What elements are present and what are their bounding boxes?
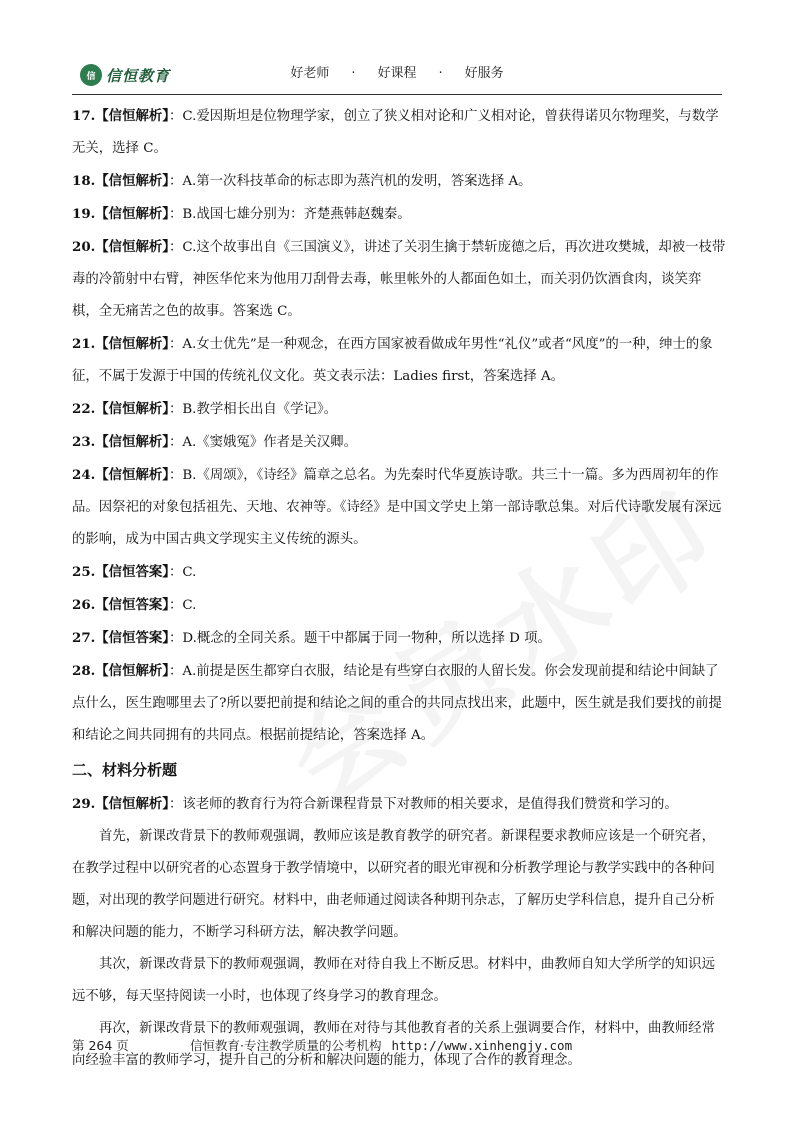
- analysis-paragraph: 再次，新课改背景下的教师观强调，教师在对待与其他教育者的关系上强调要合作，材料中，曲教师经常向经验丰富的教师学习，提升自己的分析和解决问题的能力，体现了合作的教育理念。: [72, 1021, 715, 1068]
- answer-item: 17.【信恒解析】：C.爱因斯坦是位物理学家，创立了狭义相对论和广义相对论，曾获得诺贝尔物理奖，与数学无关，选择 C。: [72, 108, 719, 156]
- logo-text: 信恒教育: [106, 66, 171, 85]
- footer-org: 信恒教育·专注教学质量的公考机构 http://www.xinhengjy.com: [190, 1038, 573, 1053]
- analysis-paragraph: 首先，新课改背景下的教师观强调，教师应该是教育教学的研究者。新课程要求教师应该是一个研究者，在教学过程中以研究者的心态置身于教学情境中，以研究者的眼光审视和分析教学理论与教学实践中的各种问题，对出现的教学问题进行研究。材料中，曲老师通过阅读各种期刊杂志，了解历史学科信息，提升自己分析和解决问题的能力，不断学习科研方法，解决教学问题。: [72, 829, 715, 940]
- header-slogan: [72, 62, 722, 81]
- header-divider: [72, 94, 722, 95]
- answer-item: 26.【信恒答案】：C.: [72, 597, 197, 613]
- slogan-dot: ·: [351, 66, 356, 81]
- answer-item: 25.【信恒答案】：C.: [72, 564, 197, 580]
- answer-item: 29.【信恒解析】：该老师的教育行为符合新课程背景下对教师的相关要求，是值得我们赞赏和学习的。: [72, 796, 678, 812]
- page-content: [72, 100, 727, 1077]
- answer-item: 28.【信恒解析】：A.前提是医生都穿白衣服，结论是有些穿白衣服的人留长发。你会发现前提和结论中间缺了点什么，医生跑哪里去了?所以要把前提和结论之间的重合的共同点找出来，此题中，医生就是我们要找的前提和结论之间共同拥有的共同点。根据前提结论，答案选择 A。: [72, 663, 722, 743]
- page-number: 第 264 页: [72, 1038, 129, 1053]
- answer-item: 18.【信恒解析】：A.第一次科技革命的标志即为蒸汽机的发明，答案选择 A。: [72, 173, 532, 189]
- answer-item: 24.【信恒解析】：B.《周颂》，《诗经》篇章之总名。为先秦时代华夏族诗歌。共三十一篇。多为西周初年的作品。因祭祀的对象包括祖先、天地、农神等。《诗经》是中国文学史上第一部诗歌总集。对后代诗歌发展有深远的影响，成为中国古典文学现实主义传统的源头。: [72, 467, 722, 547]
- answer-item: 21.【信恒解析】：A.女士优先”是一种观念，在西方国家被看做成年男性“礼仪”或者“风度”的一种，绅士的象征，不属于发源于中国的传统礼仪文化。英文表示法：Ladies first，答案选择 A。: [72, 336, 713, 384]
- logo-icon: 信: [80, 64, 102, 86]
- slogan-course: 好课程: [377, 66, 417, 81]
- answer-item: 23.【信恒解析】：A.《窦娥冤》作者是关汉卿。: [72, 434, 357, 450]
- analysis-paragraph: 其次，新课改背景下的教师观强调，教师在对待自我上不断反思。材料中，曲教师自知大学所学的知识远远不够，每天坚持阅读一小时，也体现了终身学习的教育理念。: [72, 957, 715, 1004]
- slogan-dot: ·: [438, 66, 443, 81]
- answer-item: 20.【信恒解析】：C.这个故事出自《三国演义》，讲述了关羽生擒于禁斩庞德之后，再次进攻樊城，却被一枝带毒的冷箭射中右臂，神医华佗来为他用刀刮骨去毒，帐里帐外的人都面色如土，而关羽仍饮酒食肉，谈笑弈棋，全无痛苦之色的故事。答案选 C。: [72, 239, 726, 319]
- answer-item: 22.【信恒解析】：B.教学相长出自《学记》。: [72, 401, 338, 417]
- section-title: 二、材料分析题: [72, 761, 178, 779]
- answer-item: 27.【信恒答案】：D.概念的全同关系。题干中都属于同一物种，所以选择 D 项。: [72, 630, 551, 646]
- slogan-teacher: 好老师: [290, 66, 330, 81]
- answer-item: 19.【信恒解析】：B.战国七雄分别为：齐楚燕韩赵魏秦。: [72, 206, 411, 222]
- slogan-service: 好服务: [464, 66, 504, 81]
- footer-url[interactable]: http://www.xinhengjy.com: [391, 1038, 573, 1053]
- page-header: [72, 56, 722, 94]
